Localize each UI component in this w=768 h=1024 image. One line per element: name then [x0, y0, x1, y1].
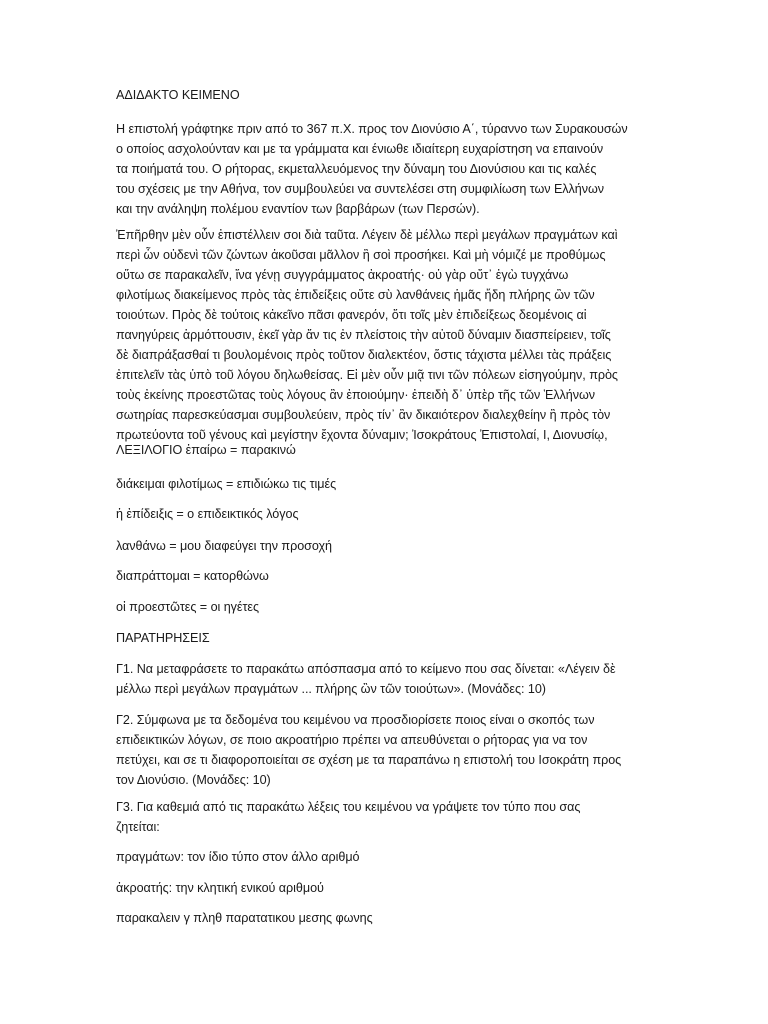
question-line: τον Διονύσιο. (Μονάδες: 10) — [116, 773, 271, 787]
vocabulary-line: οἱ προεστῶτες = οι ηγέτες — [116, 600, 259, 614]
vocabulary-line: λανθάνω = μου διαφεύγει την προσοχή — [116, 539, 332, 553]
text-line: φιλοτίμως διακείμενος πρὸς τὰς ἐπιδείξεις οὔτε σὺ λανθάνεις ἡμᾶς ἤδη πλήρης ὢν τῶν — [116, 288, 595, 302]
vocabulary-entry — [116, 566, 716, 586]
question-line: Γ1. Να μεταφράσετε το παρακάτω απόσπασμα από το κείμενο που σας δίνεται: «Λέγειν δὲ — [116, 662, 616, 676]
intro-line: του σχέσεις με την Αθήνα, τον συμβουλεύει να συντελέσει στη συμφιλίωση των Ελλήνων — [116, 182, 605, 196]
observations-heading — [116, 628, 716, 648]
intro-line: Η επιστολή γράφτηκε πριν από το 367 π.Χ. προς τον Διονύσιο Α΄, τύραννο των Συρακουσών — [116, 122, 628, 136]
text-line: τοὺς ἐκείνης προεστῶτας τοὺς λόγους ἂν ἐποιούμην· ἐπειδὴ δ᾽ ὑπὲρ τῆς τῶν Ἑλλήνων — [116, 388, 596, 402]
text-line: περὶ ὧν οὐδενὶ τῶν ζώντων ἀκοῦσαι μᾶλλον ἢ σοὶ προσήκει. Καὶ μὴ νόμιζέ με προθύμως — [116, 248, 606, 262]
question-line: Γ3. Για καθεμιά από τις παρακάτω λέξεις του κειμένου να γράψετε τον τύπο που σας — [116, 800, 581, 814]
text-line: ἐπιτελεῖν τὰς ὑπὸ τοῦ λόγου δηλωθείσας. Εἰ μὲν οὖν μιᾷ τινι τῶν πόλεων εἰσηγούμην, πρὸς — [116, 368, 618, 382]
intro-line: και την ανάληψη πολέμου εναντίον των βαρβάρων (των Περσών). — [116, 202, 480, 216]
answer-item — [116, 847, 716, 867]
vocabulary-line: διαπράττομαι = κατορθώνω — [116, 569, 269, 583]
question-g2 — [116, 710, 716, 790]
title-text: ΑΔΙΔΑΚΤΟ ΚΕΙΜΕΝΟ — [116, 88, 240, 102]
intro-line: τα ποιήματά του. Ο ρήτορας, εκμεταλλευόμενος την δύναμη του Διονύσιου και τις καλές — [116, 162, 597, 176]
question-line: επιδεικτικών λόγων, σε ποιο ακροατήριο πρέπει να απευθύνεται ο ρήτορας για να τον — [116, 733, 588, 747]
intro-paragraph — [116, 119, 656, 219]
vocabulary-entry — [116, 504, 716, 524]
vocabulary-line: ΛΕΞΙΛΟΓΙΟ ἐπαίρω = παρακινώ — [116, 443, 296, 457]
answer-item — [116, 908, 716, 928]
question-line: ζητείται: — [116, 820, 160, 834]
text-line: πρωτεύοντα τοῦ γένους καὶ μεγίστην ἔχοντα δύναμιν; Ἰσοκράτους Ἐπιστολαί, Ι, Διονυσίῳ, — [116, 428, 608, 442]
vocabulary-line: ἡ ἐπίδειξις = ο επιδεικτικός λόγος — [116, 507, 299, 521]
question-line: μέλλω περὶ μεγάλων πραγμάτων ... πλήρης ὢν τῶν τοιούτων». (Μονάδες: 10) — [116, 682, 546, 696]
observations-heading-text: ΠΑΡΑΤΗΡΗΣΕΙΣ — [116, 631, 210, 645]
text-line: οὕτω σε παρακαλεῖν, ἵνα γένῃ συγγράμματος ἀκροατής· οὐ γὰρ οὔτ᾽ ἐγὼ τυγχάνω — [116, 268, 569, 282]
document-title — [116, 85, 656, 105]
question-g1 — [116, 659, 716, 699]
intro-line: ο οποίος ασχολούνταν και με τα γράμματα και ένιωθε ιδιαίτερη ευχαρίστηση να επαινούν — [116, 142, 604, 156]
vocabulary-entry — [116, 597, 716, 617]
text-line: πανηγύρεις ἁρμόττουσιν, ἐκεῖ γὰρ ἄν τις ἐν πλείστοις τὴν αὑτοῦ δύναμιν διασπείρειεν, τοῖς — [116, 328, 611, 342]
question-line: πετύχει, και σε τι διαφοροποιείται σε σχέση με τα παραπάνω η επιστολή του Ισοκράτη προς — [116, 753, 622, 767]
vocabulary-entry — [116, 474, 716, 494]
answer-line: πραγμάτων: τον ίδιο τύπο στον άλλο αριθμό — [116, 850, 360, 864]
answer-item — [116, 878, 716, 898]
text-line: δὲ διαπράξασθαί τι βουλομένοις πρὸς τοῦτον διαλεκτέον, ὅστις τάχιστα μέλλει τὰς πράξεις — [116, 348, 612, 362]
text-line: Ἐπῆρθην μὲν οὖν ἐπιστέλλειν σοι διὰ ταῦτα. Λέγειν δὲ μέλλω περὶ μεγάλων πραγμάτων καὶ — [116, 228, 618, 242]
ancient-text-paragraph — [116, 225, 656, 445]
question-g3 — [116, 797, 716, 837]
vocabulary-entry — [116, 536, 716, 556]
text-line: σωτηρίας παρεσκεύασμαι συμβουλεύειν, πρὸς τίν᾽ ἂν δικαιότερον διαλεχθείην ἢ πρὸς τὸν — [116, 408, 611, 422]
vocabulary-entry — [116, 440, 716, 460]
answer-line: ἀκροατής: την κλητική ενικού αριθμού — [116, 881, 324, 895]
question-line: Γ2. Σύμφωνα με τα δεδομένα του κειμένου να προσδιορίσετε ποιος είναι ο σκοπός των — [116, 713, 595, 727]
answer-line: παρακαλειν γ πληθ παρατατικου μεσης φωνης — [116, 911, 373, 925]
vocabulary-line: διάκειμαι φιλοτίμως = επιδιώκω τις τιμές — [116, 477, 337, 491]
text-line: τοιούτων. Πρὸς δὲ τούτοις κἀκεῖνο πᾶσι φανερόν, ὅτι τοῖς μὲν ἐπιδείξεως δεομένοις αἱ — [116, 308, 587, 322]
